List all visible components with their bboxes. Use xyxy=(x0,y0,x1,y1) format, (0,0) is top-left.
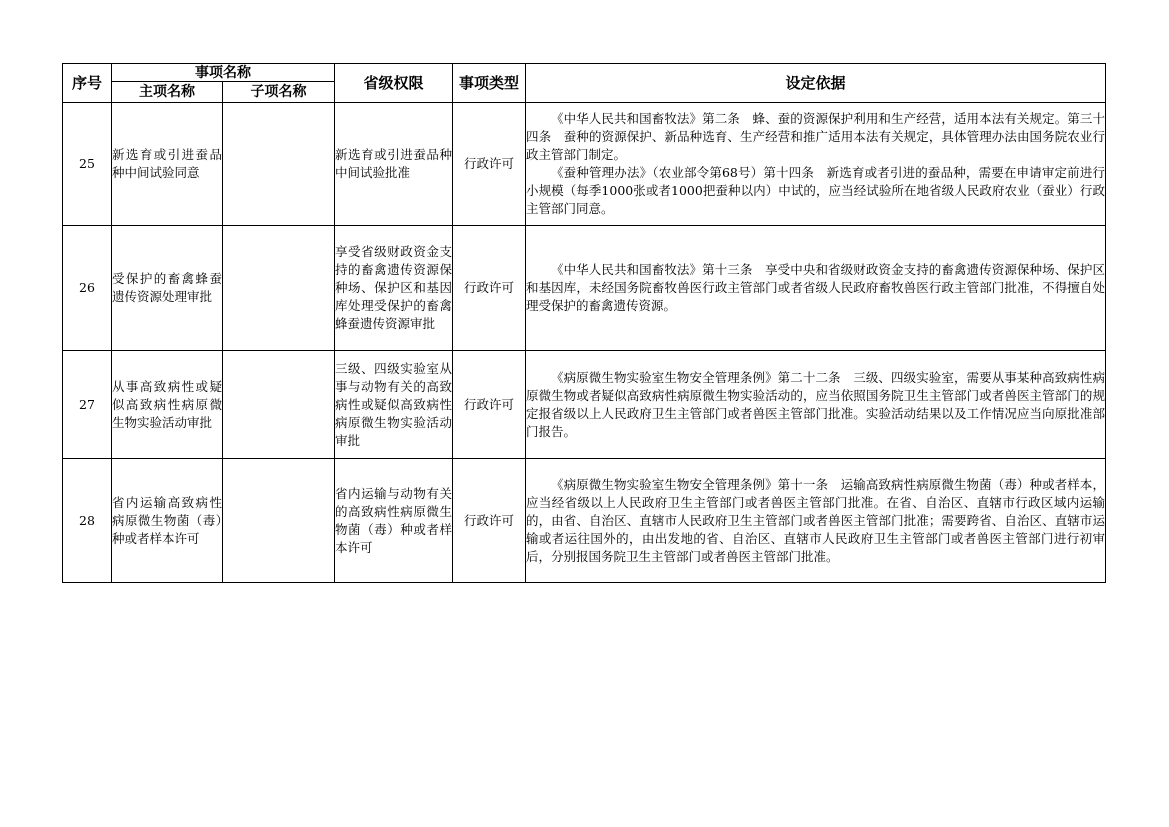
basis-paragraph: 《蚕种管理办法》（农业部令第68号）第十四条 新选育或者引进的蚕品种，需要在申请审定前进行小规模（每季1000张或者1000把蚕种以内）中试的，应当经试验所在地省级人民政府农业（蚕业）行政主管部门同意。 xyxy=(526,165,1105,216)
header-item-name: 事项名称 xyxy=(112,64,335,82)
row-authority: 享受省级财政资金支持的畜禽遗传资源保种场、保护区和基因库处理受保护的畜禽蜂蚕遗传资源审批 xyxy=(335,226,453,351)
row-main-name: 从事高致病性或疑似高致病性病原微生物实验活动审批 xyxy=(112,351,223,459)
header-main-name: 主项名称 xyxy=(112,82,223,103)
row-sub-name xyxy=(223,103,335,226)
row-basis xyxy=(526,459,1106,583)
basis-paragraph: 《中华人民共和国畜牧法》第十三条 享受中央和省级财政资金支持的畜禽遗传资源保种场、保护区和基因库，未经国务院畜牧兽医行政主管部门或者省级人民政府畜牧兽医行政主管部门批准，不得擅自处理受保护的畜禽遗传资源。 xyxy=(526,262,1105,313)
row-authority: 省内运输与动物有关的高致病性病原微生物菌（毒）种或者样本许可 xyxy=(335,459,453,583)
row-seq: 26 xyxy=(63,226,112,351)
row-authority: 新选育或引进蚕品种中间试验批准 xyxy=(335,103,453,226)
row-basis xyxy=(526,226,1106,351)
basis-paragraph: 《病原微生物实验室生物安全管理条例》第二十二条 三级、四级实验室，需要从事某种高致病性病原微生物或者疑似高致病性病原微生物实验活动的，应当依照国务院卫生主管部门或者兽医主管部门的规定报省级以上人民政府卫生主管部门或者兽医主管部门批准。实验活动结果以及工作情况应当向原批准部门报告。 xyxy=(526,369,1105,439)
table-row xyxy=(63,351,1106,459)
row-seq: 25 xyxy=(63,103,112,226)
row-item-type: 行政许可 xyxy=(453,103,526,226)
row-sub-name xyxy=(223,351,335,459)
header-basis: 设定依据 xyxy=(526,64,1106,103)
row-basis xyxy=(526,351,1106,459)
row-seq: 28 xyxy=(63,459,112,583)
header-sub-name: 子项名称 xyxy=(223,82,335,103)
header-seq: 序号 xyxy=(63,64,112,103)
row-item-type: 行政许可 xyxy=(453,351,526,459)
row-main-name: 新选育或引进蚕品种中间试验同意 xyxy=(112,103,223,226)
row-basis xyxy=(526,103,1106,226)
row-main-name: 省内运输高致病性病原微生物菌（毒）种或者样本许可 xyxy=(112,459,223,583)
table-row xyxy=(63,103,1106,226)
row-item-type: 行政许可 xyxy=(453,459,526,583)
row-sub-name xyxy=(223,226,335,351)
basis-paragraph: 《病原微生物实验室生物安全管理条例》第十一条 运输高致病性病原微生物菌（毒）种或者样本，应当经省级以上人民政府卫生主管部门或者兽医主管部门批准。在省、自治区、直辖市行政区域内运输的，由省、自治区、直辖市人民政府卫生主管部门或者兽医主管部门批准；需要跨省、自治区、直辖市运输或者运往国外的，由出发地的省、自治区、直辖市人民政府卫生主管部门或者兽医主管部门进行初审后，分别报国务院卫生主管部门或者兽医主管部门批准。 xyxy=(526,476,1105,564)
table-row xyxy=(63,226,1106,351)
header-authority: 省级权限 xyxy=(335,64,453,103)
header-item-type: 事项类型 xyxy=(453,64,526,103)
row-item-type: 行政许可 xyxy=(453,226,526,351)
row-sub-name xyxy=(223,459,335,583)
basis-paragraph: 《中华人民共和国畜牧法》第二条 蜂、蚕的资源保护利用和生产经营，适用本法有关规定。第三十四条 蚕种的资源保护、新品种选育、生产经营和推广适用本法有关规定，具体管理办法由国务院农业行政主管部门制定。 xyxy=(526,111,1105,162)
table-row xyxy=(63,459,1106,583)
authority-table xyxy=(62,63,1106,583)
row-authority: 三级、四级实验室从事与动物有关的高致病性或疑似高致病性病原微生物实验活动审批 xyxy=(335,351,453,459)
row-main-name: 受保护的畜禽蜂蚕遗传资源处理审批 xyxy=(112,226,223,351)
row-seq: 27 xyxy=(63,351,112,459)
